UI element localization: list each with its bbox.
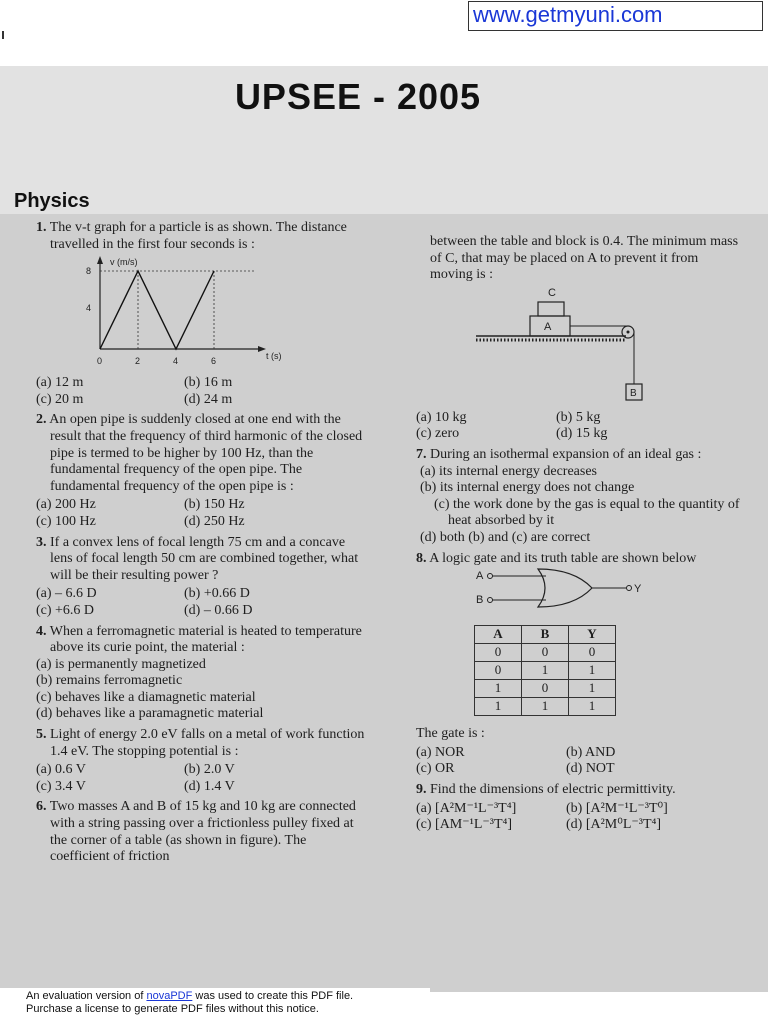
graph-xtick: 6 — [211, 356, 217, 367]
graph-ytick: 4 — [86, 303, 92, 314]
graph-x-label: t (s) — [266, 351, 282, 362]
option[interactable]: (c) OR — [416, 761, 455, 777]
option[interactable]: (d) both (b) and (c) are correct — [420, 529, 591, 545]
option[interactable]: (c) the work done by the gas is equal to the quantity of heat absorbed by it — [434, 496, 740, 529]
question-6-text: Two masses A and B of 15 kg and 10 kg are connected with a string passing over a frictionless pulley fixed at the corner of a table (as shown in figure). The coefficient of friction — [49, 799, 356, 865]
question-2: 2. An open pipe is suddenly closed at one end with the result that the frequency of third harmonic of the closed pipe is termed to be higher by 100 Hz, than the fundamental frequency of the open pipe. The fundamental frequency of the open pipe is : — [36, 412, 363, 494]
option[interactable]: (c) 20 m — [36, 391, 84, 407]
question-4-text: When a ferromagnetic material is heated to temperature above its curie point, the material : — [49, 623, 362, 656]
question-2-options — [36, 497, 366, 530]
option[interactable]: (d) 1.4 V — [184, 778, 235, 794]
table-header-row — [475, 626, 616, 644]
graph-xtick: 4 — [173, 356, 179, 367]
option[interactable]: (d) 24 m — [184, 391, 233, 407]
question-7-options — [420, 464, 744, 547]
table-row: 1 1 1 — [475, 698, 616, 716]
option[interactable]: (a) 0.6 V — [36, 762, 86, 778]
graph-velocity-line — [100, 271, 214, 349]
question-8-text: A logic gate and its truth table are shown below — [429, 550, 697, 566]
question-7: 7. During an isothermal expansion of an ideal gas : — [416, 446, 702, 462]
question-9-text: Find the dimensions of electric permittivity. — [430, 781, 676, 797]
question-4-options — [36, 657, 366, 723]
question-5: 5. Light of energy 2.0 eV falls on a metal of work function 1.4 eV. The stopping potential is : — [36, 727, 365, 759]
option[interactable]: (c) 3.4 V — [36, 778, 86, 794]
question-3-text: If a convex lens of focal length 75 cm and a concave lens of focal length 50 cm are combined together, what will be their resulting power ? — [50, 534, 359, 583]
option[interactable]: (b) AND — [566, 744, 616, 760]
question-7-text: During an isothermal expansion of an ideal gas : — [430, 446, 702, 462]
pulley-axle — [627, 330, 630, 333]
left-column — [30, 220, 366, 866]
option[interactable]: (b) its internal energy does not change — [420, 480, 635, 496]
pulley-figure — [470, 284, 670, 408]
question-2-text: An open pipe is suddenly closed at one end with the result that the frequency of third harmonic of the closed pipe is termed to be higher by 100 Hz, than the fundamental frequency of the open pipe. The fundamental frequency of the open pipe is : — [49, 412, 363, 494]
option[interactable]: (d) [A²M⁰L⁻³T⁴] — [566, 817, 662, 833]
or-gate-symbol — [538, 569, 592, 607]
novapdf-link[interactable]: novaPDF — [146, 990, 193, 1002]
table-row: 0 1 1 — [475, 662, 616, 680]
column-header: Y — [569, 626, 616, 644]
block-a-label: A — [544, 320, 552, 333]
option[interactable]: (b) 150 Hz — [184, 497, 245, 513]
question-3: 3. If a convex lens of focal length 75 cm and a concave lens of focal length 50 cm are combined together, what will be their resulting power ? — [36, 534, 359, 583]
website-url[interactable]: www.getmyuni.com — [468, 1, 763, 31]
right-column — [410, 234, 744, 834]
page-title: UPSEE - 2005 — [234, 76, 482, 117]
graph-xtick: 2 — [135, 356, 141, 367]
option[interactable]: (b) remains ferromagnetic — [36, 673, 183, 689]
logic-gate — [474, 567, 674, 617]
question-6-continued: between the table and block is 0.4. The minimum mass of C, that may be placed on A to prevent it from moving is : — [430, 234, 739, 283]
gate-input-b-label: B — [476, 594, 484, 607]
option[interactable]: (d) 15 kg — [556, 426, 608, 442]
gate-input-a-label: A — [476, 570, 484, 583]
question-1-text: The v-t graph for a particle is as shown. The distance travelled in the first four seconds is : — [49, 220, 347, 252]
option[interactable]: (a) is permanently magnetized — [36, 656, 206, 672]
option[interactable]: (c) [AM⁻¹L⁻³T⁴] — [416, 817, 513, 833]
option[interactable]: (c) 100 Hz — [36, 513, 96, 529]
page-edge-mark — [2, 31, 4, 39]
option[interactable]: (b) [A²M⁻¹L⁻³T⁰] — [566, 800, 668, 816]
graph-xtick: 0 — [97, 356, 103, 367]
option[interactable]: (b) 2.0 V — [184, 762, 235, 778]
graph-y-label: v (m/s) — [110, 257, 138, 268]
option[interactable]: (c) +6.6 D — [36, 602, 95, 618]
question-6: 6. Two masses A and B of 15 kg and 10 kg are connected with a string passing over a frictionless pulley fixed at the corner of a table (as shown in figure). The coefficient of friction — [36, 799, 356, 865]
question-8: 8. A logic gate and its truth table are shown below — [416, 550, 697, 566]
column-header: A — [475, 626, 522, 644]
question-8-prompt: The gate is : — [416, 726, 485, 742]
question-9: 9. Find the dimensions of electric permittivity. — [416, 781, 676, 797]
option[interactable]: (d) – 0.66 D — [184, 602, 253, 618]
truth-table — [474, 625, 616, 716]
question-5-options — [36, 762, 366, 795]
block-b-label: B — [630, 387, 637, 399]
column-header: B — [522, 626, 569, 644]
option[interactable]: (b) 16 m — [184, 375, 233, 391]
document-page — [0, 66, 768, 992]
option[interactable]: (a) [A²M⁻¹L⁻³T⁴] — [416, 800, 517, 816]
question-4: 4. When a ferromagnetic material is heated to temperature above its curie point, the material : — [36, 623, 362, 656]
question-1: 1. The v-t graph for a particle is as shown. The distance travelled in the first four seconds is : — [36, 220, 347, 252]
option[interactable]: (d) behaves like a paramagnetic material — [36, 706, 264, 722]
option[interactable]: (b) 5 kg — [556, 409, 601, 425]
table-row: 1 0 1 — [475, 680, 616, 698]
evaluation-notice: An evaluation version of novaPDF was used to create this PDF file. Purchase a license to generate PDF files without this notice. — [0, 988, 430, 1024]
option[interactable]: (a) 10 kg — [416, 409, 467, 425]
gate-output-y-label: Y — [634, 583, 642, 596]
section-heading: Physics — [14, 190, 90, 212]
question-1-options — [36, 375, 366, 408]
question-3-options — [36, 586, 366, 619]
question-9-options — [416, 801, 744, 834]
option[interactable]: (a) 200 Hz — [36, 497, 96, 513]
graph-y-arrow — [97, 256, 103, 264]
question-8-options — [416, 745, 744, 778]
graph-x-arrow — [258, 346, 266, 352]
option[interactable]: (a) 12 m — [36, 375, 84, 391]
option[interactable]: (a) NOR — [416, 744, 465, 760]
top-bar — [0, 0, 768, 66]
option[interactable]: (b) +0.66 D — [184, 586, 250, 602]
option[interactable]: (d) 250 Hz — [184, 513, 245, 529]
option[interactable]: (a) its internal energy decreases — [420, 463, 597, 479]
vt-graph — [80, 253, 320, 373]
question-6-options — [416, 410, 744, 443]
option[interactable]: (d) NOT — [566, 761, 615, 777]
option[interactable]: (a) – 6.6 D — [36, 586, 97, 602]
option[interactable]: (c) zero — [416, 426, 460, 442]
graph-ytick: 8 — [86, 266, 92, 277]
table-row: 0 0 0 — [475, 644, 616, 662]
option[interactable]: (c) behaves like a diamagnetic material — [36, 689, 256, 705]
block-c — [538, 302, 564, 316]
question-5-text: Light of energy 2.0 eV falls on a metal of work function 1.4 eV. The stopping potential is : — [50, 727, 365, 759]
block-c-label: C — [548, 286, 556, 299]
license-notice: Purchase a license to generate PDF files without this notice. — [26, 1003, 319, 1015]
